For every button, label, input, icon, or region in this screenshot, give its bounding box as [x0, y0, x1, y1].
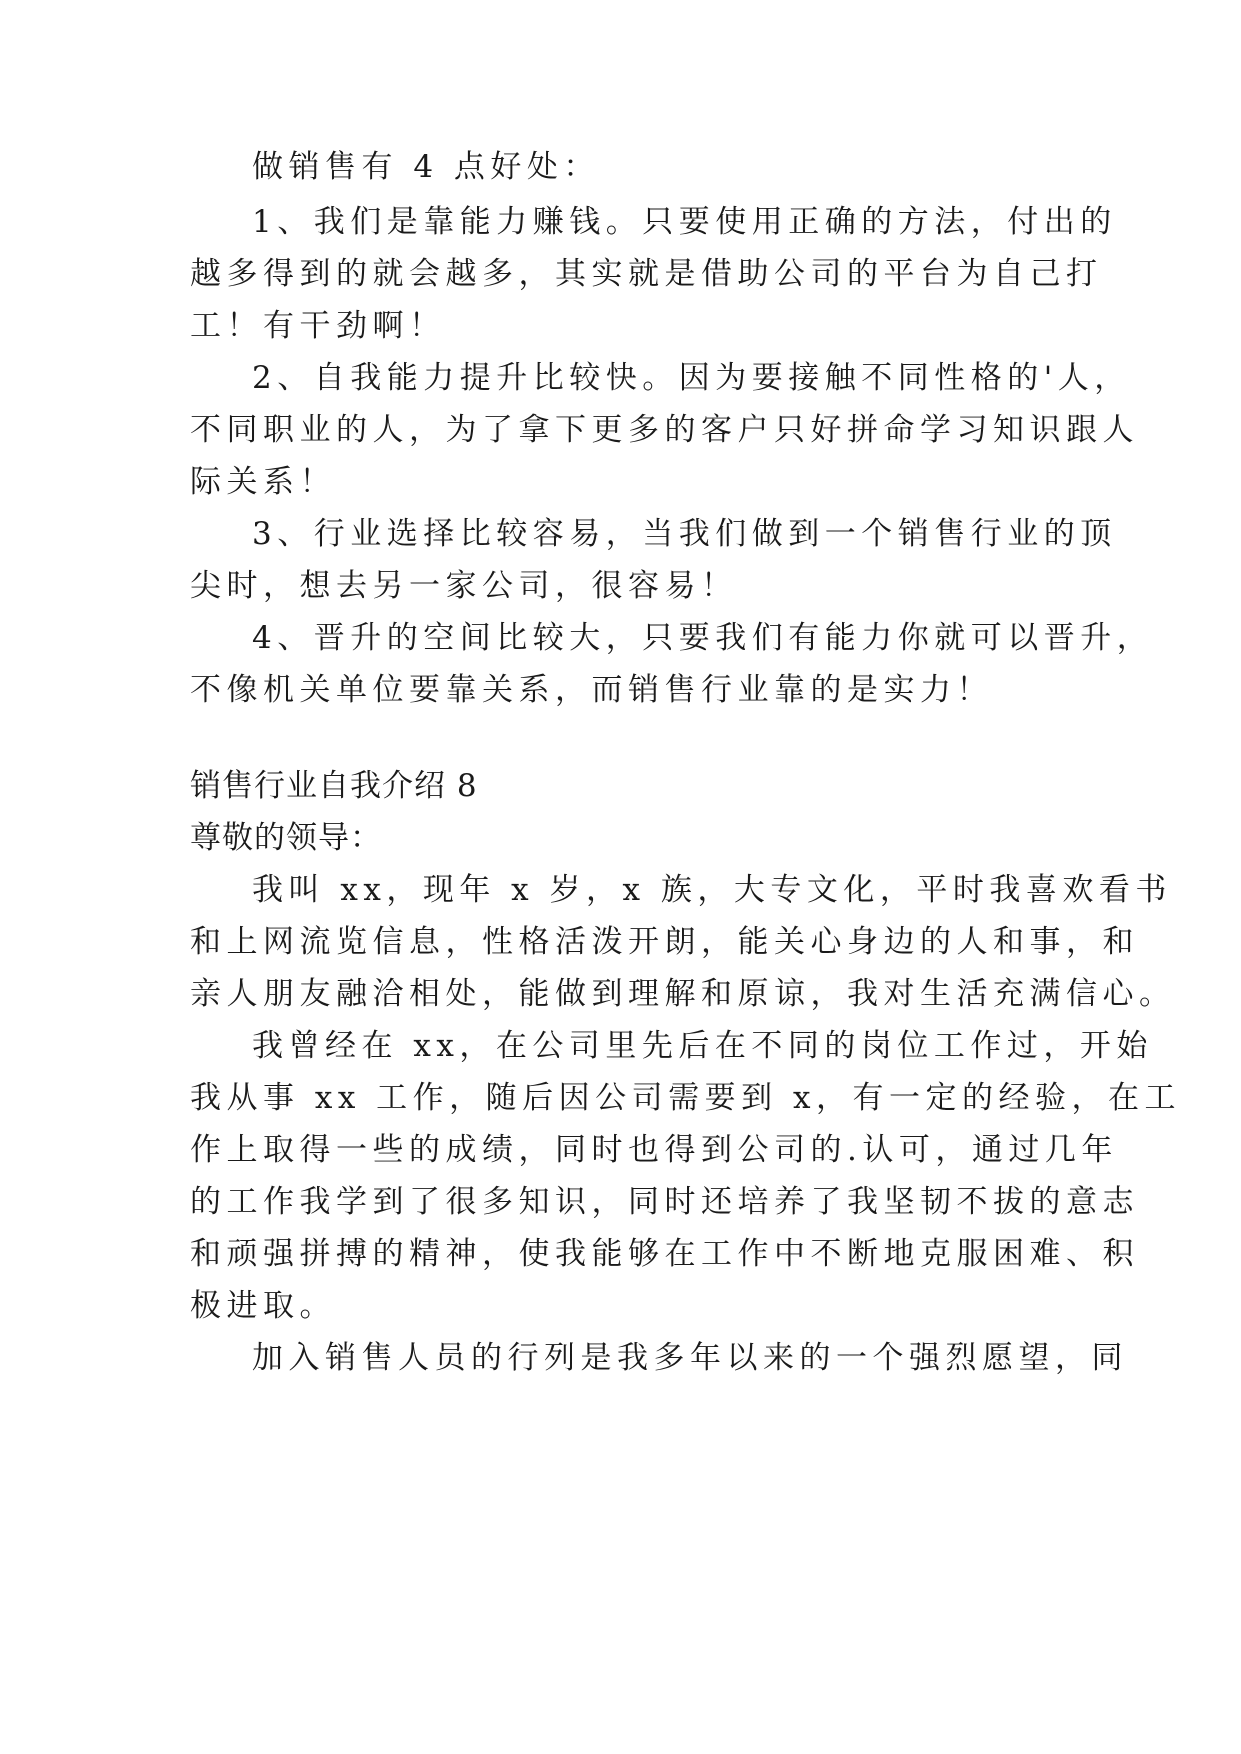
point1-line3: 工！有干劲啊！ — [190, 308, 446, 344]
point4-line1: 4、晋升的空间比较大，只要我们有能力你就可以晋升， — [252, 620, 1154, 656]
point2-line1: 2、自我能力提升比较快。因为要接触不同性格的'人， — [252, 360, 1131, 396]
point4-line2: 不像机关单位要靠关系，而销售行业靠的是实力！ — [190, 672, 993, 708]
para2-line3: 作上取得一些的成绩，同时也得到公司的.认可，通过几年 — [190, 1132, 1118, 1168]
para2-line4: 的工作我学到了很多知识，同时还培养了我坚韧不拔的意志 — [190, 1184, 1139, 1220]
point1-line2: 越多得到的就会越多，其实就是借助公司的平台为自己打 — [190, 256, 1103, 292]
point2-line2: 不同职业的人，为了拿下更多的客户只好拼命学习知识跟人 — [190, 412, 1139, 448]
intro-line: 做销售有 4 点好处： — [252, 149, 600, 185]
para2-line5: 和顽强拼搏的精神，使我能够在工作中不断地克服困难、积 — [190, 1236, 1139, 1272]
para2-line2: 我从事 xx 工作，随后因公司需要到 x，有一定的经验，在工 — [190, 1080, 1182, 1116]
para2-line6: 极进取。 — [190, 1288, 336, 1324]
para3-line1: 加入销售人员的行列是我多年以来的一个强烈愿望，同 — [252, 1340, 1128, 1376]
point2-line3: 际关系！ — [190, 464, 336, 500]
point3-line1: 3、行业选择比较容易，当我们做到一个销售行业的顶 — [252, 516, 1117, 552]
point3-line2: 尖时，想去另一家公司，很容易！ — [190, 568, 738, 604]
para1-line3: 亲人朋友融洽相处，能做到理解和原谅，我对生活充满信心。 — [190, 976, 1176, 1012]
section-title: 销售行业自我介绍 8 — [190, 768, 478, 804]
salutation: 尊敬的领导： — [190, 820, 382, 856]
point1-line1: 1、我们是靠能力赚钱。只要使用正确的方法，付出的 — [252, 204, 1117, 240]
para1-line2: 和上网流览信息，性格活泼开朗，能关心身边的人和事，和 — [190, 924, 1139, 960]
para2-line1: 我曾经在 xx，在公司里先后在不同的岗位工作过，开始 — [252, 1028, 1153, 1064]
para1-line1: 我叫 xx，现年 x 岁，x 族，大专文化，平时我喜欢看书 — [252, 872, 1172, 908]
